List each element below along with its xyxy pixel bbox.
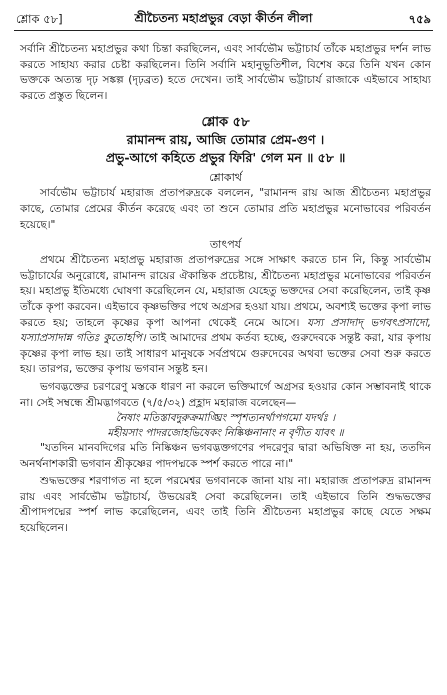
verse-line-1: রামানন্দ রায়, আজি তোমার প্রেম-গুণ । xyxy=(126,132,325,148)
translation-paragraph: সার্বভৌম ভট্টাচার্য মহারাজ প্রতাপরুদ্রকে বললেন, "রামানন্দ রায় আজ শ্রীচৈতন্য মহাপ্রভুর কাছে, তোমার প্রেমের কীর্তন করেছে এবং তা শুনে তোমার প্রতি মহাপ্রভুর মনোভাবের পরিবর্তন হয়েছে।" xyxy=(20,187,431,231)
purport-heading: তাৎপর্য xyxy=(209,238,242,252)
verse-reference: শ্লোক ৫৮] xyxy=(16,12,63,26)
intro-paragraph: সর্বানি শ্রীচৈতন্য মহাপ্রভুর কথা চিন্তা করছিলেন, এবং সার্বভৌম ভট্টাচার্য তাঁকে মহাপ্রভুর দর্শন লাভ করতে সাহায্য করার চেষ্টা করছিলেন। তিনি সর্বানি মহানুভূতিশীল, বিশেষ করে তিনি যখন কোন ভক্তকে অত্যন্ত দৃঢ় সঙ্কল্প (দৃঢ়ব্রত) হতে দেখেন। তাই সার্বভৌম ভট্টাচার্য রাজাকে এইভাবে সাহায্য করতে প্রস্তুত ছিলেন। xyxy=(20,43,431,102)
purport-inline-quote: যস্য প্রসাদাদ্ ভগবৎপ্রসাদো, যস্যাপ্রসাদান্ন গতিঃ কুতোহপি। xyxy=(20,316,431,345)
chapter-title: শ্রীচৈতন্য মহাপ্রভুর বেড়া কীর্তন লীলা xyxy=(134,11,313,25)
page-body xyxy=(20,42,431,537)
purport-paragraph-2: ভগবদ্ভক্তের চরণরেণু মস্তকে ধারণ না করলে ভক্তিমার্গে অগ্রসর হওয়ার কোন সম্ভাবনাই থাকে না। সেই সম্বন্ধে শ্রীমদ্ভাগবতে (৭/৫/৩২) প্রহ্লাদ মহারাজ বলেছেন— xyxy=(20,380,431,409)
sanskrit-line-1: নৈষাং মতিস্তাবদুরুক্রমাঙ্ঘ্রিং স্পৃশত্যনর্থাপগমো যদর্থঃ । xyxy=(115,412,336,425)
sanskrit-line-2: মহীয়সাং পাদরজোহভিষেকং নিষ্কিঞ্চনানাং ন বৃণীত যাবৎ ॥ xyxy=(107,427,344,440)
page-number: ৭৫৯ xyxy=(408,12,431,26)
sanskrit-translation: "যতদিন মানবদিগের মতি নিষ্কিঞ্চন ভগবদ্ভক্তগণের পদরেণুর দ্বারা অভিষিক্ত না হয়, ততদিন অনর্থনাশকারী ভগবান শ্রীকৃষ্ণের পাদপদ্মকে স্পর্শ করতে পারে না।" xyxy=(20,442,431,470)
purport-text-1: প্রথমে শ্রীচৈতন্য মহাপ্রভু মহারাজ প্রতাপরুদ্রের সঙ্গে সাক্ষাৎ করতে চান নি, কিন্তু সার্বভৌম ভট্টাচার্যের অনুরোধে, রামানন্দ রায়ের ঐকান্তিক প্রচেষ্টায়, শ্রীচৈতন্য মহাপ্রভুর মনোভাবের পরিবর্তন হয়। মহাপ্রভু ইতিমধ্যে ঘোষণা করেছিলেন যে, মহারাজ যেহেতু ভক্তদের সেবা করেছিলেন, তাই কৃষ্ণ তাঁকে কৃপা করবেন। এইভাবে কৃষ্ণভক্তির পথে অগ্রসর হওয়া যায়। প্রথমে, অবশ্যই ভক্তের কৃপা লাভ করতে হয়; তাহলে কৃষ্ণের কৃপা আপনা থেকেই নেমে আসে। xyxy=(20,254,431,329)
page-header xyxy=(14,8,433,31)
purport-text-1-end: তাই আমাদের প্রথম কর্তব্য হচ্ছে, গুরুদেবকে সন্তুষ্ট করা, যার কৃপায় কৃষ্ণের কৃপা লাভ হয়। তাই সাধারণ মানুষকে সর্বপ্রথমে গুরুদেবের অথবা ভক্তের সেবা শুরু করতে হয়। তারপর, ভক্তের কৃপায় ভগবান সন্তুষ্ট হন। xyxy=(20,332,432,376)
purport-paragraph-1 xyxy=(20,253,431,378)
translation-heading: শ্লোকার্থ xyxy=(209,171,242,185)
purport-paragraph-3: শুদ্ধভক্তের শরণাগত না হলে পরমেশ্বর ভগবানকে জানা যায় না। মহারাজ প্রতাপরুদ্র রামানন্দ রায় এবং সার্বভৌম ভট্টাচার্য, উভয়েরই সেবা করেছিলেন। তাই এইভাবে তিনি শুদ্ধভক্তের শ্রীপাদপদ্মের স্পর্শ লাভ করেছিলেন, এবং তাই তিনি শ্রীচৈতন্য মহাপ্রভুর কাছে যেতে সক্ষম হয়েছিলেন। xyxy=(20,475,431,535)
verse-heading: শ্লোক ৫৮ xyxy=(201,115,250,131)
verse-line-2: প্রভু-আগে কহিতে প্রভুর ফিরি' গেল মন ॥ ৫৮ ॥ xyxy=(105,150,346,166)
